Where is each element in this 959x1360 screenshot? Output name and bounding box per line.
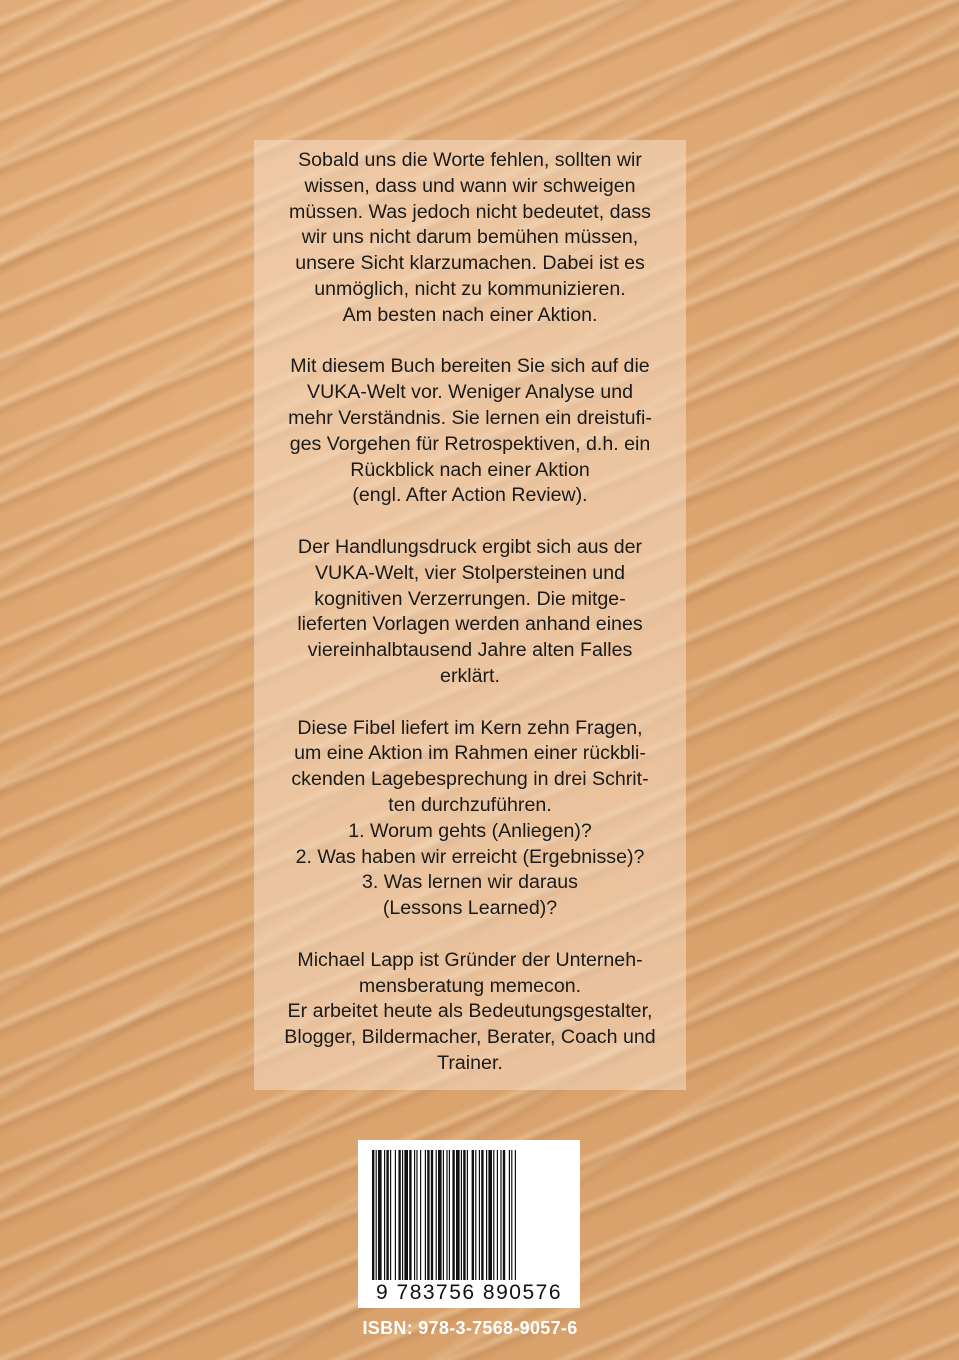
blurb-line: mehr Verständnis. Sie lernen ein dreistufi- <box>288 406 652 429</box>
barcode-bar <box>509 1150 510 1280</box>
barcode-bar <box>427 1150 429 1280</box>
barcode-bar <box>479 1150 480 1280</box>
blurb-line: wir uns nicht darum bemühen müssen, <box>301 226 639 249</box>
barcode-bar <box>384 1150 385 1280</box>
blurb-line: Trainer. <box>437 1051 503 1074</box>
barcode-bar <box>511 1150 512 1280</box>
barcode-bar <box>378 1150 382 1280</box>
barcode-bar <box>493 1150 494 1280</box>
barcode-bar <box>472 1150 474 1280</box>
blurb-line: Der Handlungsdruck ergibt sich aus der <box>297 535 643 558</box>
blurb-line: lieferten Vorlagen werden anhand eines <box>297 613 643 636</box>
blurb-line: viereinhalbtausend Jahre alten Falles <box>307 639 633 662</box>
blurb-line: ten durchzuführen. <box>388 793 552 816</box>
blurb-line: Am besten nach einer Aktion. <box>342 303 598 326</box>
barcode-bar <box>431 1150 433 1280</box>
blurb-line: VUKA-Welt vor. Weniger Analyse und <box>307 381 633 404</box>
blurb-line: Michael Lapp ist Gründer der Unterneh- <box>297 948 643 971</box>
barcode-bar <box>438 1150 442 1280</box>
blurb-line: Blogger, Bildermacher, Berater, Coach und <box>284 1026 656 1049</box>
barcode-bar <box>436 1150 437 1280</box>
blurb-line: 1. Worum gehts (Anliegen)? <box>348 819 592 842</box>
barcode-bar <box>452 1150 454 1280</box>
blurb-line: (Lessons Learned)? <box>382 897 558 920</box>
barcode-bar <box>395 1150 396 1280</box>
barcode-graphic <box>372 1150 568 1280</box>
blurb-line: unsere Sicht klarzumachen. Dabei ist es <box>295 252 645 275</box>
blurb-paragraph-1 <box>254 148 686 329</box>
barcode-bar <box>446 1150 447 1280</box>
barcode-bar <box>463 1150 465 1280</box>
barcode <box>358 1140 580 1308</box>
barcode-bar <box>404 1150 408 1280</box>
barcode-bar <box>390 1150 391 1280</box>
barcode-bar <box>443 1150 444 1280</box>
blurb-line: Diese Fibel liefert im Kern zehn Fragen, <box>297 716 643 739</box>
barcode-bar <box>449 1150 450 1280</box>
blurb-paragraph-2 <box>254 354 686 509</box>
blurb-line: unmöglich, nicht zu kommunizieren. <box>314 277 626 300</box>
barcode-bar <box>475 1150 476 1280</box>
barcode-bar <box>414 1150 415 1280</box>
blurb-paragraph-3 <box>254 535 686 690</box>
blurb-line: (engl. After Action Review). <box>352 484 588 507</box>
blurb-line: ckenden Lagebesprechung in drei Schrit- <box>291 768 649 791</box>
back-cover-blurb <box>254 148 686 1102</box>
barcode-bar <box>409 1150 411 1280</box>
barcode-bar <box>376 1150 377 1280</box>
blurb-paragraph-4 <box>254 716 686 922</box>
blurb-line: müssen. Was jedoch nicht bedeutet, dass <box>289 200 651 223</box>
isbn-label: ISBN: 978-3-7568-9057-6 <box>362 1318 578 1338</box>
barcode-bar <box>500 1150 501 1280</box>
barcode-number: 9 783756 890576 <box>376 1281 562 1304</box>
blurb-line: mensberatung memecon. <box>358 974 582 997</box>
blurb-line: Rückblick nach einer Aktion <box>350 458 590 481</box>
barcode-bar <box>497 1150 498 1280</box>
barcode-bar <box>486 1150 487 1280</box>
blurb-line: erklärt. <box>440 664 500 687</box>
barcode-bar <box>386 1150 388 1280</box>
blurb-line: wissen, dass und wann wir schweigen <box>304 174 636 197</box>
blurb-line: um eine Aktion im Rahmen einer rückbli- <box>294 742 646 765</box>
barcode-bar <box>461 1150 462 1280</box>
blurb-line: 2. Was haben wir erreicht (Ergebnisse)? <box>295 845 645 868</box>
blurb-line: Er arbeitet heute als Bedeutungsgestalter, <box>287 1000 653 1023</box>
barcode-bars <box>372 1150 568 1280</box>
barcode-bar <box>481 1150 483 1280</box>
barcode-bar <box>467 1150 468 1280</box>
barcode-bar <box>416 1150 417 1280</box>
barcode-bar <box>425 1150 426 1280</box>
barcode-bar <box>420 1150 421 1280</box>
barcode-bar <box>488 1150 492 1280</box>
barcode-bar <box>456 1150 460 1280</box>
barcode-bar <box>372 1150 374 1280</box>
blurb-line: Sobald uns die Worte fehlen, sollten wir <box>298 149 642 171</box>
barcode-bar <box>402 1150 403 1280</box>
blurb-paragraph-5 <box>254 948 686 1077</box>
barcode-bar <box>503 1150 505 1280</box>
blurb-line: Mit diesem Buch bereiten Sie sich auf die <box>290 355 650 378</box>
blurb-line: kognitiven Verzerrungen. Die mitge- <box>314 587 626 610</box>
blurb-line: 3. Was lernen wir daraus <box>362 871 578 894</box>
blurb-line: VUKA-Welt, vier Stolpersteinen und <box>314 561 626 584</box>
barcode-bar <box>515 1150 516 1280</box>
blurb-line: ges Vorgehen für Retrospektiven, d.h. ein <box>289 432 651 455</box>
barcode-bar <box>398 1150 400 1280</box>
